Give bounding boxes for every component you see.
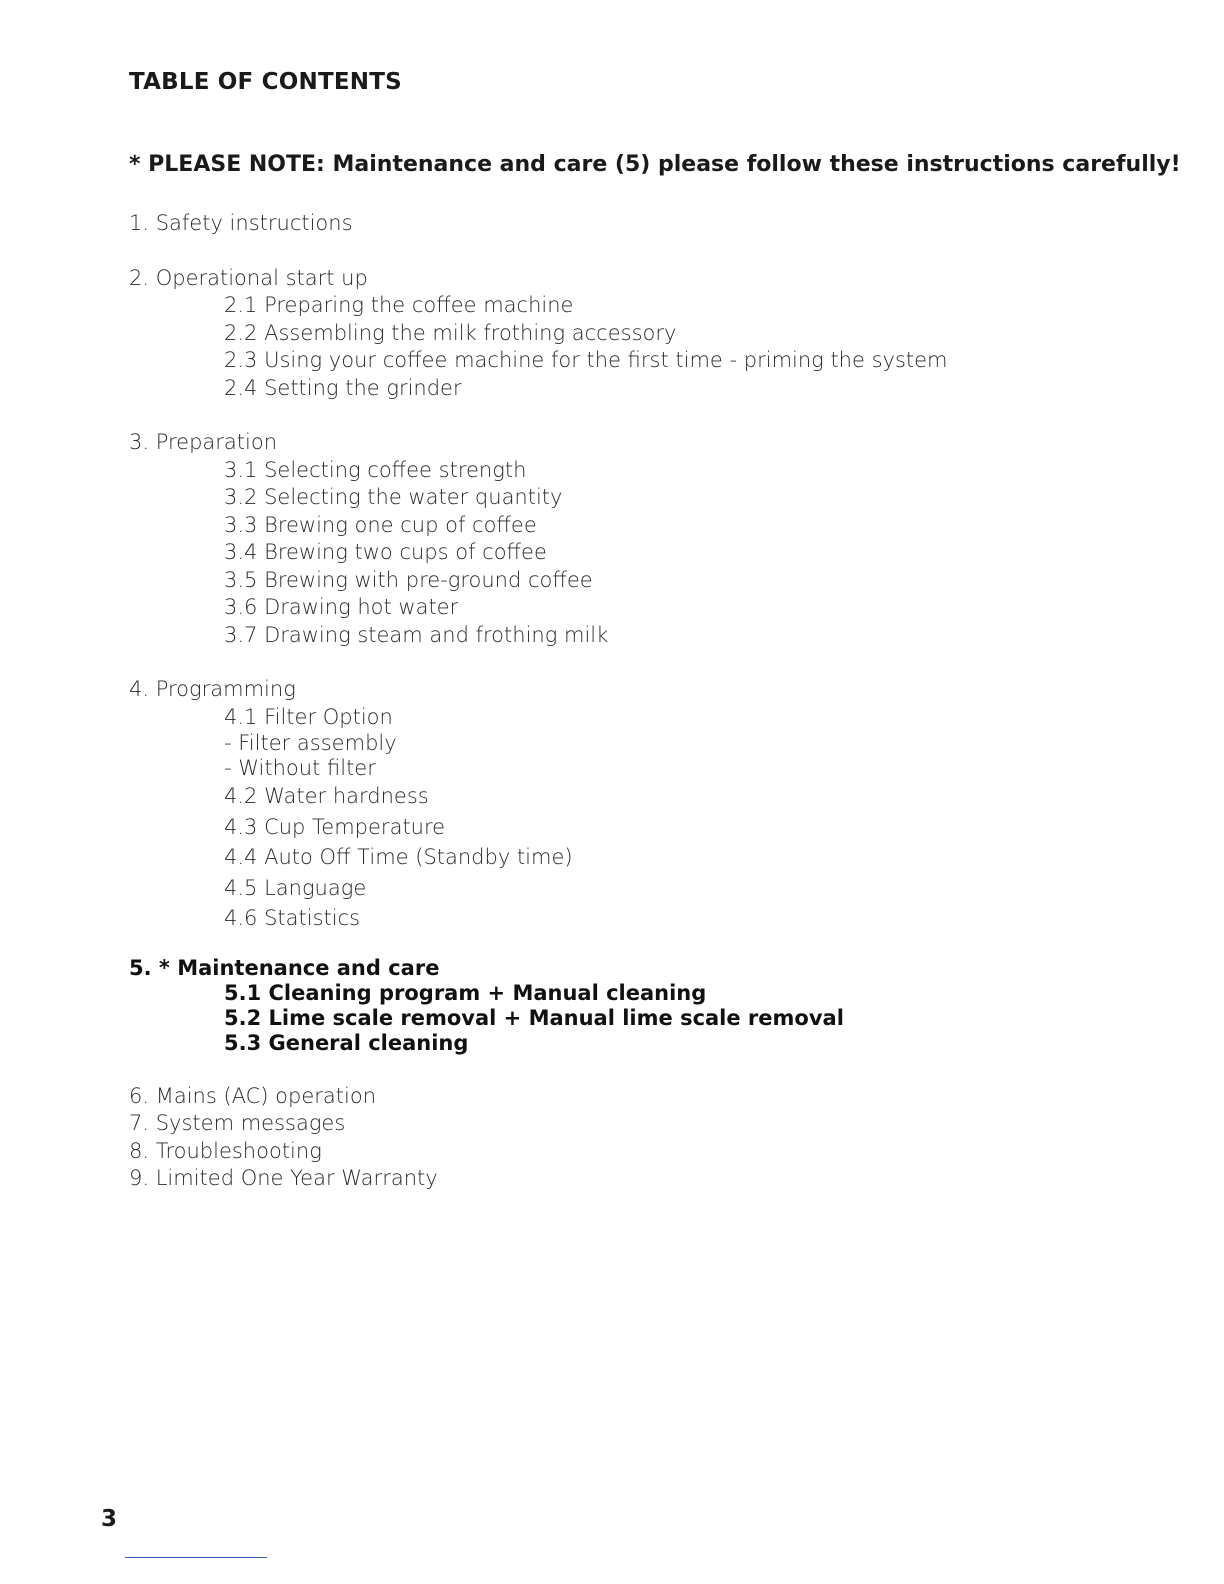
toc-item-5-2: 5.2 Lime scale removal + Manual lime scale removal [224, 1005, 844, 1030]
maintenance-note: * PLEASE NOTE: Maintenance and care (5) please follow these instructions carefully! [129, 152, 1181, 177]
toc-item-4-3: 4.3 Cup Temperature [224, 814, 446, 839]
toc-item-2-2: 2.2 Assembling the milk frothing accessory [224, 320, 677, 345]
page-number: 3 [101, 1506, 118, 1532]
toc-section-3: 3. Preparation [129, 430, 278, 454]
toc-section-1: 1. Safety instructions [129, 211, 353, 235]
toc-item-4-4: 4.4 Auto Off Time (Standby time) [224, 845, 573, 869]
toc-section-2: 2. Operational start up [129, 265, 368, 290]
toc-item-3-1: 3.1 Selecting coffee strength [224, 457, 527, 482]
toc-item-3-6: 3.6 Drawing hot water [224, 595, 459, 619]
page-title: TABLE OF CONTENTS [129, 69, 402, 95]
toc-item-5-3: 5.3 General cleaning [224, 1030, 469, 1055]
toc-item-2-3: 2.3 Using your coffee machine for the first time - priming the system [224, 348, 948, 372]
toc-section-7: 7. System messages [129, 1111, 346, 1135]
toc-section-5: 5. * Maintenance and care [129, 955, 440, 980]
toc-item-4-5: 4.5 Language [224, 875, 367, 900]
toc-item-2-4: 2.4 Setting the grinder [224, 375, 462, 400]
toc-item-3-7: 3.7 Drawing steam and frothing milk [224, 622, 609, 647]
toc-section-8: 8. Troubleshooting [129, 1138, 322, 1163]
toc-item-3-2: 3.2 Selecting the water quantity [224, 485, 563, 509]
toc-item-3-5: 3.5 Brewing with pre-ground coffee [224, 567, 593, 592]
toc-item-2-1: 2.1 Preparing the coffee machine [224, 293, 574, 317]
toc-item-4-1-filter-assembly: - Filter assembly [224, 731, 397, 755]
toc-section-6: 6. Mains (AC) operation [129, 1083, 377, 1108]
toc-item-3-3: 3.3 Brewing one cup of coffee [224, 512, 537, 537]
toc-section-4: 4. Programming [129, 677, 296, 701]
footer-rule [125, 1557, 267, 1558]
toc-item-4-1: 4.1 Filter Option [224, 704, 393, 729]
toc-section-9: 9. Limited One Year Warranty [129, 1166, 438, 1190]
toc-item-4-1-without-filter: - Without filter [224, 756, 376, 780]
table-of-contents [129, 210, 1129, 1193]
toc-item-5-1: 5.1 Cleaning program + Manual cleaning [224, 980, 707, 1005]
toc-item-3-4: 3.4 Brewing two cups of coffee [224, 540, 547, 564]
toc-item-4-6: 4.6 Statistics [224, 906, 361, 930]
toc-item-4-2: 4.2 Water hardness [224, 784, 429, 808]
